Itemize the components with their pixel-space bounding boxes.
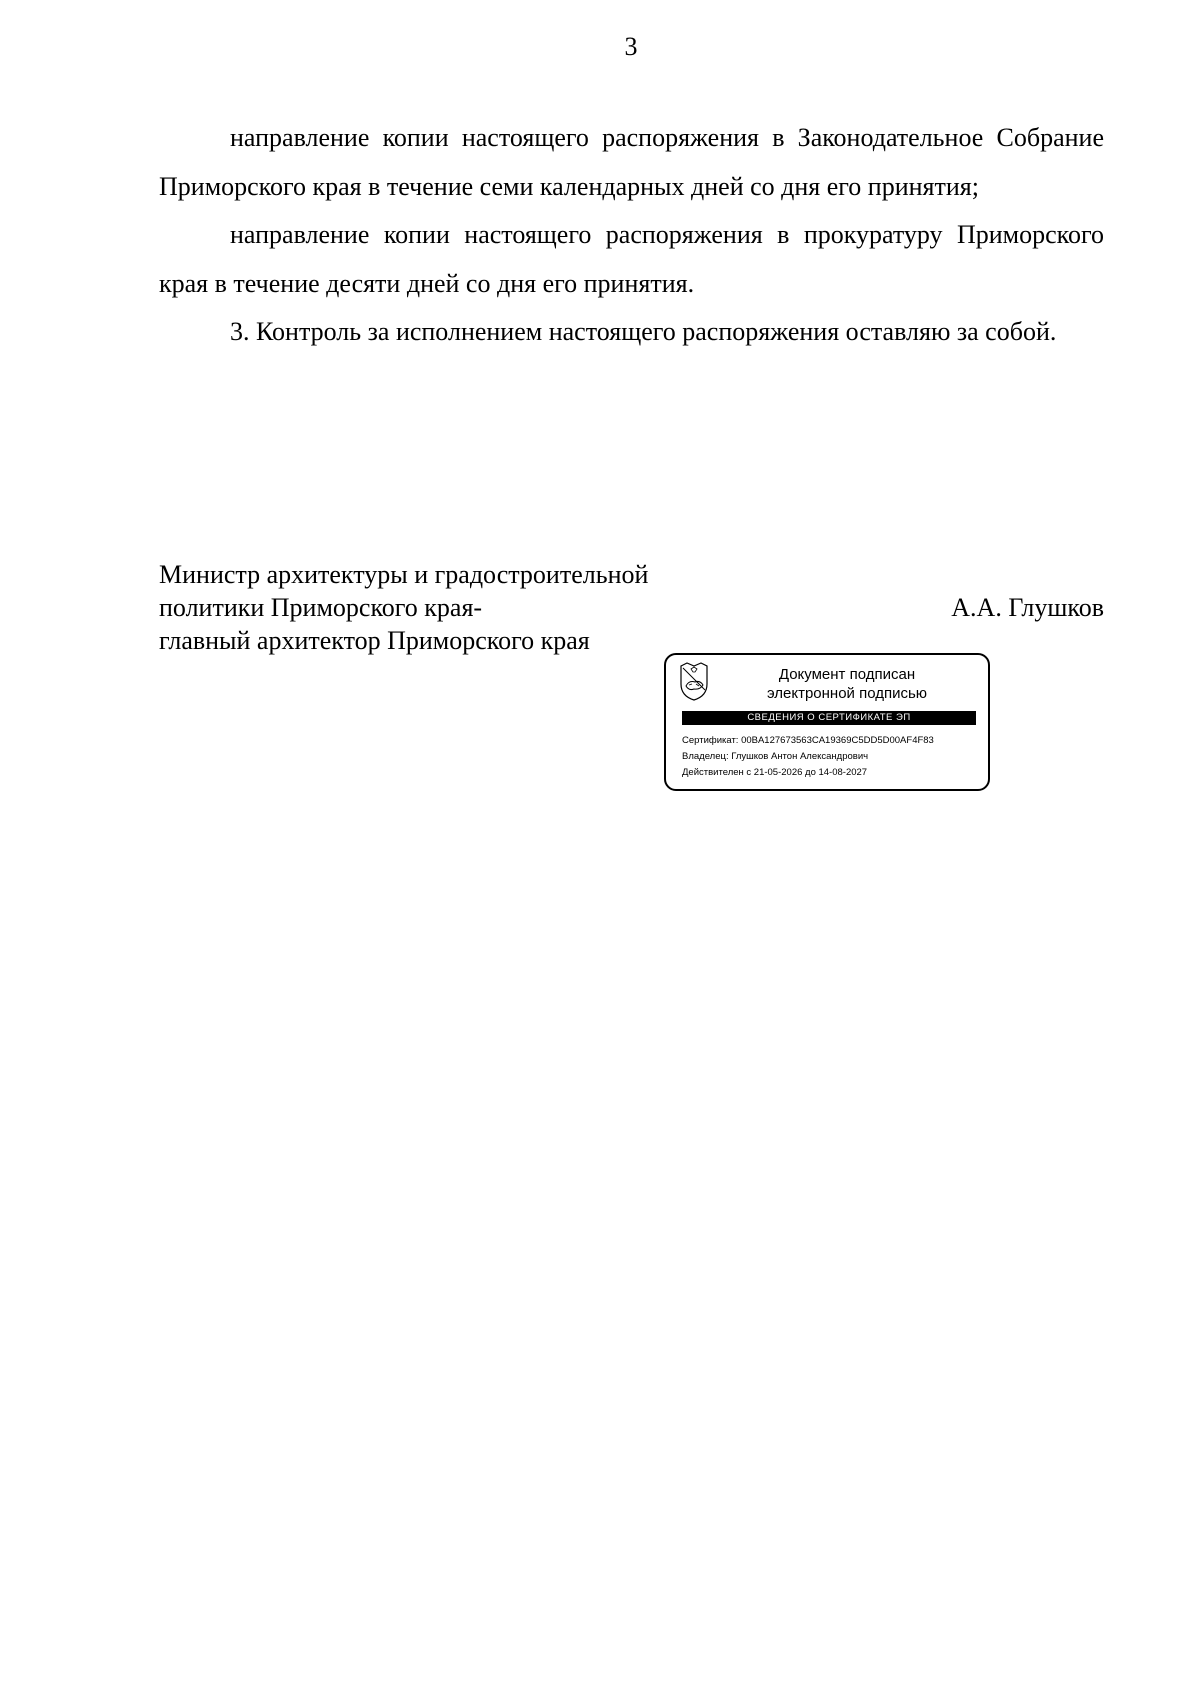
stamp-heading bbox=[712, 665, 982, 703]
page-number: 3 bbox=[624, 32, 638, 61]
signer-name: А.А. Глушков bbox=[951, 593, 1104, 622]
stamp-heading-line: электронной подписью bbox=[766, 685, 928, 702]
paragraph-send-to-prosecutor: направление копии настоящего распоряжения в прокуратуру Приморского края в течение десяти дней со дня его принятия. bbox=[159, 220, 1104, 298]
signature-block bbox=[159, 558, 1104, 657]
certificate-owner: Владелец: Глушков Антон Александрович bbox=[682, 751, 869, 762]
signer-position-line: главный архитектор Приморского края bbox=[159, 626, 590, 655]
certificate-number: Сертификат: 00BA127673563CA19369C5DD5D00AF4F83 bbox=[682, 735, 934, 746]
paragraph-control: 3. Контроль за исполнением настоящего распоряжения оставляю за собой. bbox=[230, 317, 1057, 346]
document-body bbox=[159, 114, 1104, 357]
signer-position-line: политики Приморского края- bbox=[159, 593, 483, 622]
coat-of-arms-icon bbox=[679, 660, 709, 702]
certificate-validity: Действителен с 21-05-2026 до 14-08-2027 bbox=[682, 767, 868, 778]
certificate-details bbox=[682, 733, 982, 781]
electronic-signature-stamp bbox=[664, 653, 990, 791]
certificate-info-bar: СВЕДЕНИЯ О СЕРТИФИКАТЕ ЭП bbox=[682, 711, 976, 725]
signer-position-line: Министр архитектуры и градостроительной bbox=[159, 560, 649, 589]
paragraph-send-to-assembly: направление копии настоящего распоряжения в Законодательное Собрание Приморского края в течение семи календарных дней со дня его принятия; bbox=[159, 123, 1104, 201]
stamp-heading-line: Документ подписан bbox=[778, 666, 916, 683]
